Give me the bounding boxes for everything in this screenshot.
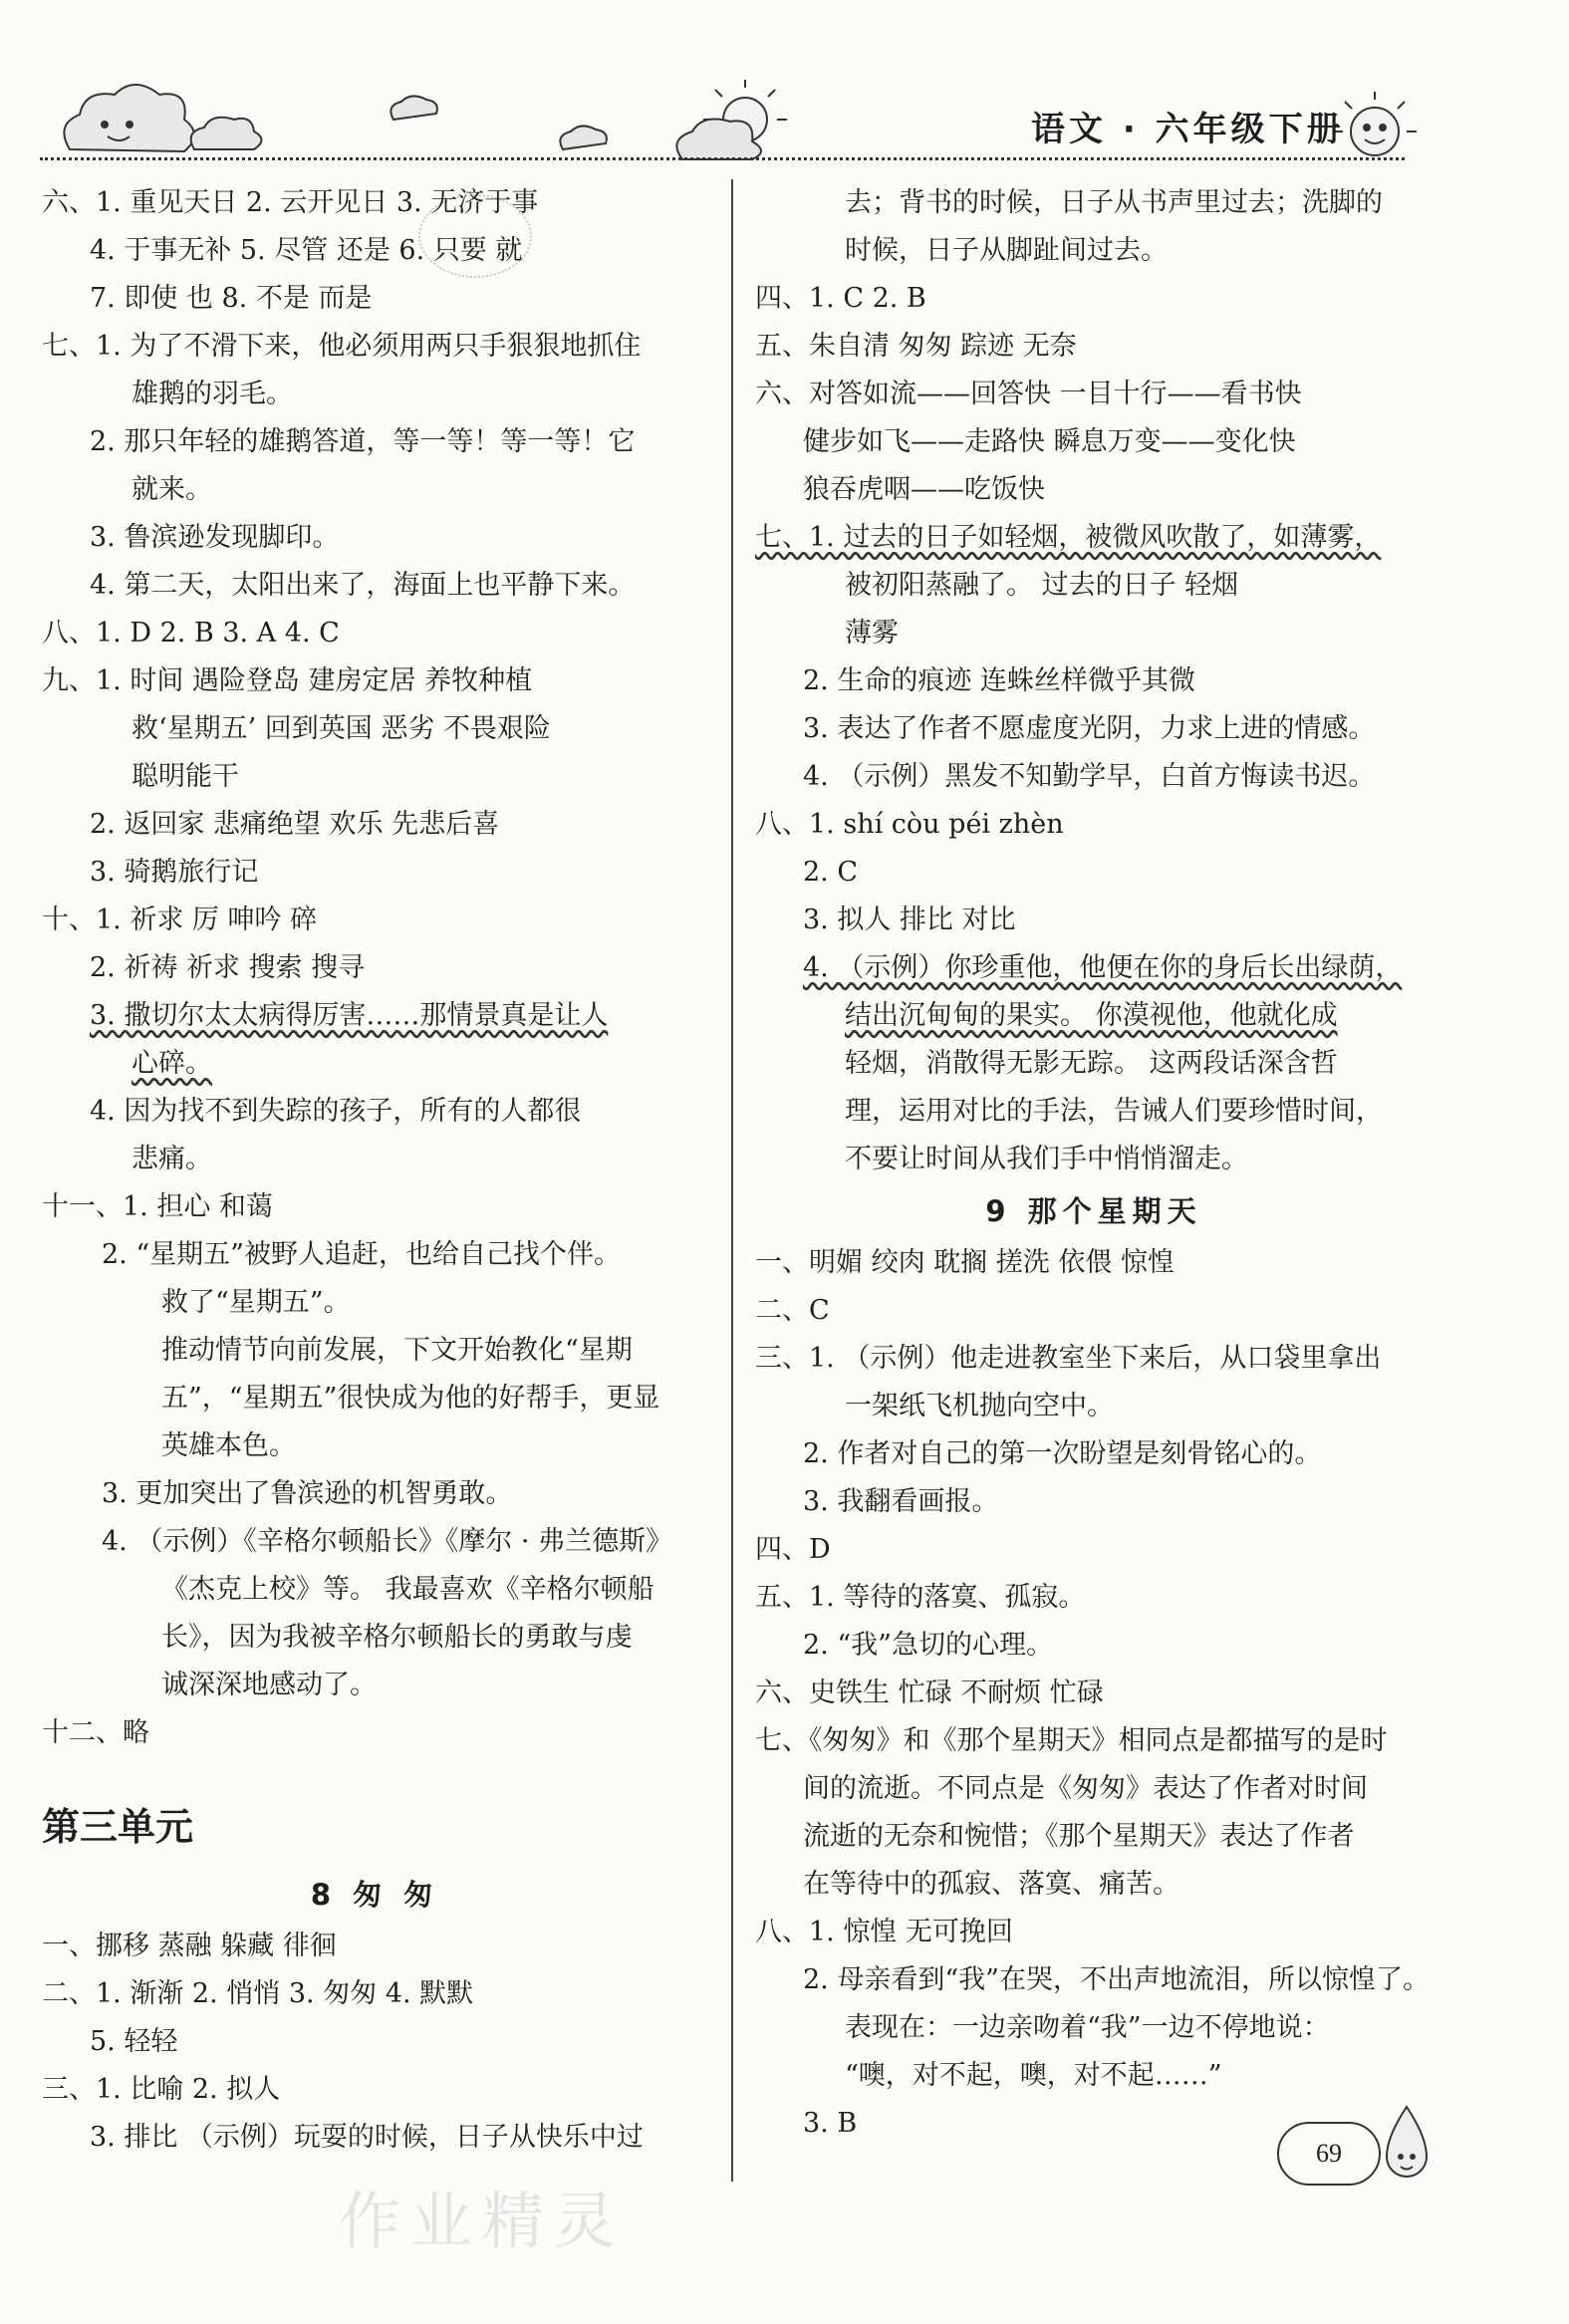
answer-line xyxy=(755,1574,1433,1622)
answer-line xyxy=(42,753,707,801)
answer-line xyxy=(42,1327,707,1375)
answer-text: 4. 第二天，太阳出来了，海面上也平静下来。 xyxy=(90,570,636,601)
answer-line xyxy=(42,514,707,562)
answer-line xyxy=(755,1136,1433,1183)
answer-line xyxy=(755,371,1433,418)
answer-text: 七、1. 过去的日子如轻烟，被微风吹散了，如薄雾， xyxy=(755,522,1382,553)
answer-line xyxy=(755,1956,1433,2004)
left-answer-list xyxy=(42,179,707,1757)
answer-text: 3. 撒切尔太太病得厉害……那情景真是让人 xyxy=(90,1000,609,1031)
answer-text: 聪明能干 xyxy=(131,761,239,792)
lesson-title: 9 那个星期天 xyxy=(985,1194,1202,1228)
answer-line xyxy=(42,371,707,418)
answer-text: 十二、略 xyxy=(42,1717,149,1748)
answer-text: 3. 排比 （示例）玩耍的时候，日子从快乐中过 xyxy=(90,2122,644,2153)
answer-line xyxy=(755,1765,1433,1813)
answer-line xyxy=(755,1670,1433,1717)
answer-line xyxy=(42,1183,707,1231)
answer-text: 4. 于事无补 5. 尽管 还是 6. 只要 就 xyxy=(90,235,523,266)
answer-text: 轻烟，消散得无影无踪。 这两段话深含哲 xyxy=(845,1048,1338,1079)
answer-line xyxy=(42,897,707,944)
answer-text: 六、对答如流——回答快 一目十行——看书快 xyxy=(755,379,1302,409)
answer-line xyxy=(755,1813,1433,1861)
answer-text: 3. 我翻看画报。 xyxy=(803,1486,999,1517)
answer-text: 2. 作者对自己的第一次盼望是刻骨铭心的。 xyxy=(803,1438,1322,1469)
answer-text: 2. 祈祷 祈求 搜索 搜寻 xyxy=(90,952,366,983)
answer-text: 九、1. 时间 遇险登岛 建房定居 养牧种植 xyxy=(42,665,533,696)
answer-text: 七、1. 为了不滑下来，他必须用两只手狠狠地抓住 xyxy=(42,331,642,362)
answer-line xyxy=(42,705,707,753)
answer-line xyxy=(755,753,1433,801)
answer-line xyxy=(42,2114,707,2162)
answer-text: 3. B xyxy=(803,2108,858,2139)
answer-text: 五”，“星期五”很快成为他的好帮手，更显 xyxy=(161,1383,660,1414)
spacer xyxy=(42,1757,707,1787)
answer-text: 结出沉甸甸的果实。 你漠视他，他就化成 xyxy=(845,1000,1338,1031)
sun-icon xyxy=(1333,92,1417,155)
answer-text: 八、1. shí còu péi zhèn xyxy=(755,809,1064,840)
answer-text: 去；背书的时候，日子从书声里过去；洗脚的 xyxy=(845,187,1383,218)
answer-text: 十、1. 祈求 厉 呻吟 碎 xyxy=(42,904,318,935)
answer-text: “噢，对不起，噢，对不起……” xyxy=(845,2060,1222,2091)
answer-text: 2. 返回家 悲痛绝望 欢乐 先悲后喜 xyxy=(90,809,500,840)
answer-line xyxy=(42,992,707,1040)
cloud-icon xyxy=(560,126,607,149)
answer-text: 三、1. 比喻 2. 拟人 xyxy=(42,2074,281,2105)
answer-line xyxy=(42,1088,707,1136)
answer-text: 2. “星期五”被野人追赶，也给自己找个伴。 xyxy=(102,1239,621,1270)
answer-text: 时候，日子从脚趾间过去。 xyxy=(845,235,1168,266)
answer-line xyxy=(42,1566,707,1614)
answer-text: 五、朱自清 匆匆 踪迹 无奈 xyxy=(755,331,1077,362)
answer-text: 三、1. （示例）他走进教室坐下来后，从口袋里拿出 xyxy=(755,1343,1382,1374)
answer-line xyxy=(42,2018,707,2066)
answer-text: 理，运用对比的手法，告诫人们要珍惜时间， xyxy=(845,1096,1383,1127)
answer-text: 4. （示例）你珍重他，他便在你的身后长出绿荫， xyxy=(803,952,1403,983)
cloud-icon xyxy=(64,85,194,151)
answer-line xyxy=(42,610,707,657)
answer-text: 4. （示例）《辛格尔顿船长》《摩尔 · 弗兰德斯》 xyxy=(102,1526,673,1557)
answer-text: 英雄本色。 xyxy=(161,1430,296,1461)
lesson-8-answer-list xyxy=(42,1923,707,2162)
answer-text: 推动情节向前发展，下文开始教化“星期 xyxy=(161,1335,633,1366)
answer-text: 间的流逝。不同点是《匆匆》表达了作者对时间 xyxy=(803,1773,1368,1804)
answer-text: 救了“星期五”。 xyxy=(161,1287,351,1318)
answer-line xyxy=(755,2052,1433,2100)
answer-text: 诚深深地感动了。 xyxy=(161,1670,377,1700)
answer-line xyxy=(755,1526,1433,1574)
answer-line xyxy=(755,1335,1433,1383)
answer-line xyxy=(755,705,1433,753)
answer-text: 4. （示例）黑发不知勤学早，白首方悔读书迟。 xyxy=(803,761,1376,792)
answer-line xyxy=(755,2004,1433,2052)
answer-line xyxy=(755,1239,1433,1287)
cloud-icon xyxy=(676,120,761,159)
answer-line xyxy=(755,418,1433,466)
answer-line xyxy=(42,1231,707,1279)
answer-line xyxy=(755,227,1433,275)
answer-line xyxy=(42,657,707,705)
answer-text: 2. “我”急切的心理。 xyxy=(803,1630,1053,1661)
answer-text: 《杰克上校》等。 我最喜欢《辛格尔顿船 xyxy=(161,1574,654,1605)
answer-text: 一架纸飞机抛向空中。 xyxy=(845,1391,1114,1421)
answer-line xyxy=(755,992,1433,1040)
answer-line xyxy=(755,1287,1433,1335)
answer-line xyxy=(42,466,707,514)
answer-line xyxy=(42,1470,707,1518)
answer-text: 3. 骑鹅旅行记 xyxy=(90,857,259,888)
answer-text: 5. 轻轻 xyxy=(90,2026,178,2057)
answer-text: 二、1. 渐渐 2. 悄悄 3. 匆匆 4. 默默 xyxy=(42,1978,474,2009)
answer-text: 八、1. D 2. B 3. A 4. C xyxy=(42,618,340,648)
answer-line xyxy=(42,1518,707,1566)
answer-text: 3. 更加突出了鲁滨逊的机智勇敢。 xyxy=(102,1478,513,1509)
answer-line xyxy=(42,323,707,371)
answer-line xyxy=(42,1279,707,1327)
answer-line xyxy=(755,562,1433,610)
answer-text: 五、1. 等待的落寞、孤寂。 xyxy=(755,1582,1086,1613)
answer-text: 被初阳蒸融了。 过去的日子 轻烟 xyxy=(845,570,1239,601)
answer-line xyxy=(755,1717,1433,1765)
answer-text: 八、1. 惊惶 无可挽回 xyxy=(755,1917,1013,1947)
answer-line xyxy=(42,849,707,897)
answer-line xyxy=(755,1040,1433,1088)
mascot-icon xyxy=(1377,2102,1437,2192)
answer-line xyxy=(42,1614,707,1662)
answer-text: 流逝的无奈和惋惜；《那个星期天》表达了作者 xyxy=(803,1821,1355,1852)
answer-line xyxy=(42,179,707,227)
answer-line xyxy=(755,657,1433,705)
book-title: 语文 · 六年级下册 xyxy=(1031,110,1345,149)
answer-text: 二、C xyxy=(755,1295,830,1326)
answer-line xyxy=(42,1970,707,2018)
answer-line xyxy=(42,2066,707,2114)
cloud-icon xyxy=(391,96,437,120)
answer-line xyxy=(755,610,1433,657)
answer-text: 2. 生命的痕迹 连蛛丝样微乎其微 xyxy=(803,665,1195,696)
answer-text: 心碎。 xyxy=(131,1048,212,1079)
answer-text: 薄雾 xyxy=(845,618,899,648)
answer-text: 四、1. C 2. B xyxy=(755,283,926,314)
answer-text: 悲痛。 xyxy=(131,1144,212,1174)
answer-text: 4. 因为找不到失踪的孩子，所有的人都很 xyxy=(90,1096,582,1127)
answer-line xyxy=(42,801,707,849)
answer-text: 2. 那只年轻的雄鹅答道，等一等！等一等！它 xyxy=(90,426,636,457)
answer-text: 长》，因为我被辛格尔顿船长的勇敢与虔 xyxy=(161,1622,633,1653)
left-column xyxy=(42,179,707,2162)
answer-text: 七、《匆匆》和《那个星期天》相同点是都描写的是时 xyxy=(755,1725,1388,1756)
answer-text: 六、1. 重见天日 2. 云开见日 3. 无济于事 xyxy=(42,187,539,218)
answer-text: 就来。 xyxy=(131,474,212,505)
answer-line xyxy=(755,1478,1433,1526)
right-column xyxy=(755,179,1433,2148)
answer-text: 健步如飞——走路快 瞬息万变——变化快 xyxy=(803,426,1296,457)
answer-line xyxy=(755,466,1433,514)
answer-text: 十一、1. 担心 和蔼 xyxy=(42,1191,273,1222)
answer-line xyxy=(755,944,1433,992)
answer-line xyxy=(755,801,1433,849)
answer-line xyxy=(755,1383,1433,1430)
answer-line xyxy=(42,562,707,610)
answer-text: 四、D xyxy=(755,1534,831,1565)
answer-text: 救‘星期五’ 回到英国 恶劣 不畏艰险 xyxy=(131,713,551,744)
page-number: 69 xyxy=(1277,2122,1381,2186)
answer-line xyxy=(42,275,707,323)
answer-text: 雄鹅的羽毛。 xyxy=(131,379,293,409)
answer-text: 表现在：一边亲吻着“我”一边不停地说： xyxy=(845,2012,1330,2043)
answer-line xyxy=(42,1709,707,1757)
page-header xyxy=(0,0,1569,179)
unit-title: 第三单元 xyxy=(42,1805,194,1849)
lesson-title: 8 匆 匆 xyxy=(310,1878,439,1912)
answer-line xyxy=(42,1422,707,1470)
answer-text: 7. 即使 也 8. 不是 而是 xyxy=(90,283,373,314)
answer-line xyxy=(42,418,707,466)
answer-line xyxy=(755,323,1433,371)
lesson-9-answer-list xyxy=(755,1239,1433,2148)
answer-line xyxy=(42,1375,707,1422)
answer-line xyxy=(755,849,1433,897)
right-answer-list xyxy=(755,179,1433,1183)
header-rule xyxy=(40,157,1405,160)
answer-line xyxy=(42,1923,707,1970)
watermark-text: 作业精灵 xyxy=(339,2185,627,2257)
answer-line xyxy=(42,227,707,275)
answer-line xyxy=(42,1662,707,1709)
answer-line xyxy=(755,897,1433,944)
answer-text: 一、挪移 蒸融 躲藏 徘徊 xyxy=(42,1931,337,1961)
answer-text: 3. 拟人 排比 对比 xyxy=(803,904,1016,935)
answer-text: 狼吞虎咽——吃饭快 xyxy=(803,474,1045,505)
cloud-icon xyxy=(191,118,262,149)
answer-text: 2. C xyxy=(803,857,859,888)
answer-line xyxy=(755,1088,1433,1136)
answer-line xyxy=(42,944,707,992)
answer-line xyxy=(755,1909,1433,1956)
column-divider xyxy=(731,179,733,2182)
answer-text: 六、史铁生 忙碌 不耐烦 忙碌 xyxy=(755,1678,1104,1708)
answer-line xyxy=(42,1040,707,1088)
answer-line xyxy=(755,1861,1433,1909)
answer-line xyxy=(42,1136,707,1183)
answer-line xyxy=(755,514,1433,562)
answer-line xyxy=(755,179,1433,227)
answer-text: 3. 表达了作者不愿虚度光阴，力求上进的情感。 xyxy=(803,713,1376,744)
answer-text: 3. 鲁滨逊发现脚印。 xyxy=(90,522,340,553)
answer-text: 2. 母亲看到“我”在哭，不出声地流泪，所以惊惶了。 xyxy=(803,1964,1430,1995)
answer-line xyxy=(755,1430,1433,1478)
answer-line xyxy=(755,275,1433,323)
answer-text: 不要让时间从我们手中悄悄溜走。 xyxy=(845,1144,1248,1174)
answer-line xyxy=(755,1622,1433,1670)
answer-text: 在等待中的孤寂、落寞、痛苦。 xyxy=(803,1869,1179,1900)
answer-text: 一、明媚 绞肉 耽搁 搓洗 依偎 惊惶 xyxy=(755,1247,1175,1278)
